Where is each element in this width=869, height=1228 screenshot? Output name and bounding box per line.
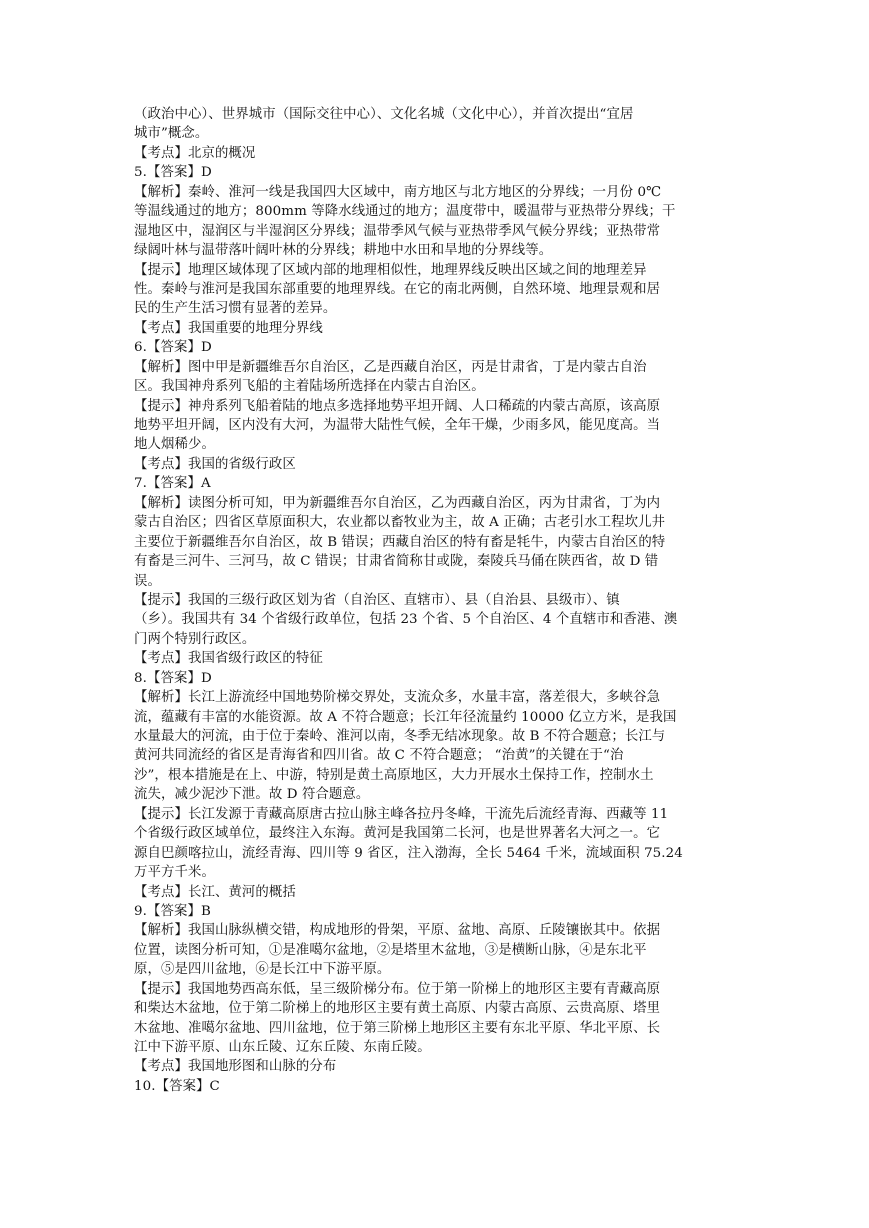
text-line: 水量最大的河流，由于位于秦岭、淮河以南，冬季无结冰现象。故 B 不符合题意；长江与: [134, 729, 666, 744]
text-line: 江中下游平原、山东丘陵、辽东丘陵、东南丘陵。: [134, 1040, 431, 1055]
text-line: 【解析】秦岭、淮河一线是我国四大区域中，南方地区与北方地区的分界线；一月份 0℃: [134, 184, 662, 200]
text-line: 地人烟稀少。: [134, 437, 215, 453]
text-line: 【考点】长江、黄河的概括: [134, 884, 296, 900]
text-line: 黄河共同流经的省区是青海省和四川省。故 C 不符合题意； “治黄”的关键在于“治: [134, 748, 624, 764]
text-line: 木盆地、准噶尔盆地、四川盆地，位于第三阶梯上地形区主要有东北平原、华北平原、长: [134, 1020, 661, 1036]
text-line: 【考点】我国省级行政区的特征: [134, 651, 323, 667]
text-line: 有畜是三河牛、三河马，故 C 错误；甘肃省简称甘或陇，秦陵兵马俑在陕西省，故 D 错: [134, 554, 659, 570]
text-line: 【解析】图中甲是新疆维吾尔自治区，乙是西藏自治区，丙是甘肃省，丁是内蒙古自治: [134, 359, 647, 375]
text-line: 【解析】读图分析可知，甲为新疆维吾尔自治区，乙为西藏自治区，丙为甘肃省，丁为内: [134, 495, 661, 511]
text-line: 【考点】我国重要的地理分界线: [134, 320, 323, 336]
text-line: 主要位于新疆维吾尔自治区，故 B 错误；西藏自治区的特有畜是牦牛，内蒙古自治区的特: [134, 534, 666, 550]
text-line: 【提示】我国地势西高东低，呈三级阶梯分布。位于第一阶梯上的地形区主要有青藏高原: [134, 981, 661, 997]
text-line: 误。: [134, 573, 161, 589]
text-line: 湿地区中，湿润区与半湿润区分界线；温带季风气候与亚热带季风气候分界线；亚热带常: [134, 223, 661, 239]
text-line: 【考点】我国地形图和山脉的分布: [134, 1059, 337, 1075]
text-line: 源自巴颜喀拉山，流经青海、四川等 9 省区，注入渤海，全长 5464 千米，流域面积 75.24: [134, 845, 683, 861]
text-line: 位置，读图分析可知，①是准噶尔盆地，②是塔里木盆地，③是横断山脉，④是东北平: [134, 942, 647, 958]
text-line: 等温线通过的地方；800mm 等降水线通过的地方；温度带中，暖温带与亚热带分界线；干: [134, 204, 676, 220]
text-line: 流失，减少泥沙下泄。故 D 符合题意。: [134, 787, 370, 803]
text-line: 【考点】北京的概况: [134, 145, 256, 161]
text-line: 区。我国神舟系列飞船的主着陆场所选择在内蒙古自治区。: [134, 379, 485, 395]
text-line: （政治中心）、世界城市（国际交往中心）、文化名城（文化中心），并首次提出“宜居: [134, 107, 634, 122]
text-line: （乡）。我国共有 34 个省级行政单位，包括 23 个省、5 个自治区、4 个直辖市和香港、澳: [134, 612, 678, 628]
text-line: 和柴达木盆地，位于第二阶梯上的地形区主要有黄土高原、内蒙古高原、云贵高原、塔里: [134, 1001, 661, 1017]
text-line: 门两个特别行政区。: [134, 631, 256, 647]
text-line: 【解析】长江上游流经中国地势阶梯交界处，支流众多，水量丰富，落差很大，多峡谷急: [134, 690, 661, 706]
text-line: 蒙古自治区；四省区草原面积大，农业都以畜牧业为主，故 A 正确；古老引水工程坎儿井: [134, 515, 666, 531]
text-line: 5.【答案】D: [134, 165, 212, 181]
text-line: 【提示】长江发源于青藏高原唐古拉山脉主峰各拉丹冬峰，干流先后流经青海、西藏等 11: [134, 806, 669, 822]
text-line: 原，⑤是四川盆地，⑥是长江中下游平原。: [134, 962, 391, 978]
text-line: 【提示】我国的三级行政区划为省（自治区、直辖市）、县（自治县、县级市）、镇: [134, 592, 620, 608]
text-line: 民的生产生活习惯有显著的差异。: [134, 301, 337, 317]
document-page: [134, 105, 746, 1096]
text-line: 绿阔叶林与温带落叶阔叶林的分界线；耕地中水田和旱地的分界线等。: [134, 243, 553, 259]
text-line: 流，蕴藏有丰富的水能资源。故 A 不符合题意；长江年径流量约 10000 亿立方米，是我国: [134, 709, 677, 725]
text-line: 地势平坦开阔，区内没有大河，为温带大陆性气候，全年干燥，少雨多风，能见度高。当: [134, 418, 661, 433]
text-line: 沙”，根本措施是在上、中游，特别是黄土高原地区，大力开展水土保持工作，控制水土: [134, 767, 654, 783]
text-line: 【解析】我国山脉纵横交错，构成地形的骨架，平原、盆地、高原、丘陵镶嵌其中。依据: [134, 923, 661, 939]
text-line: 8.【答案】D: [134, 670, 212, 686]
text-line: 性。秦岭与淮河是我国东部重要的地理界线。在它的南北两侧，自然环境、地理景观和居: [134, 281, 661, 297]
text-line: 10.【答案】C: [134, 1078, 220, 1094]
text-line: 9.【答案】B: [134, 903, 211, 919]
text-line: 6.【答案】D: [134, 340, 212, 356]
text-line: 个省级行政区域单位，最终注入东海。黄河是我国第二长河，也是世界著名大河之一。它: [134, 826, 661, 842]
text-line: 【提示】神舟系列飞船着陆的地点多选择地势平坦开阔、人口稀疏的内蒙古高原，该高原: [134, 398, 661, 414]
text-line: 【提示】地理区域体现了区域内部的地理相似性，地理界线反映出区域之间的地理差异: [134, 262, 647, 278]
text-line: 【考点】我国的省级行政区: [134, 456, 296, 472]
text-line: 万平方千米。: [134, 865, 215, 881]
text-line: 城市”概念。: [134, 126, 209, 142]
text-line: 7.【答案】A: [134, 476, 211, 492]
